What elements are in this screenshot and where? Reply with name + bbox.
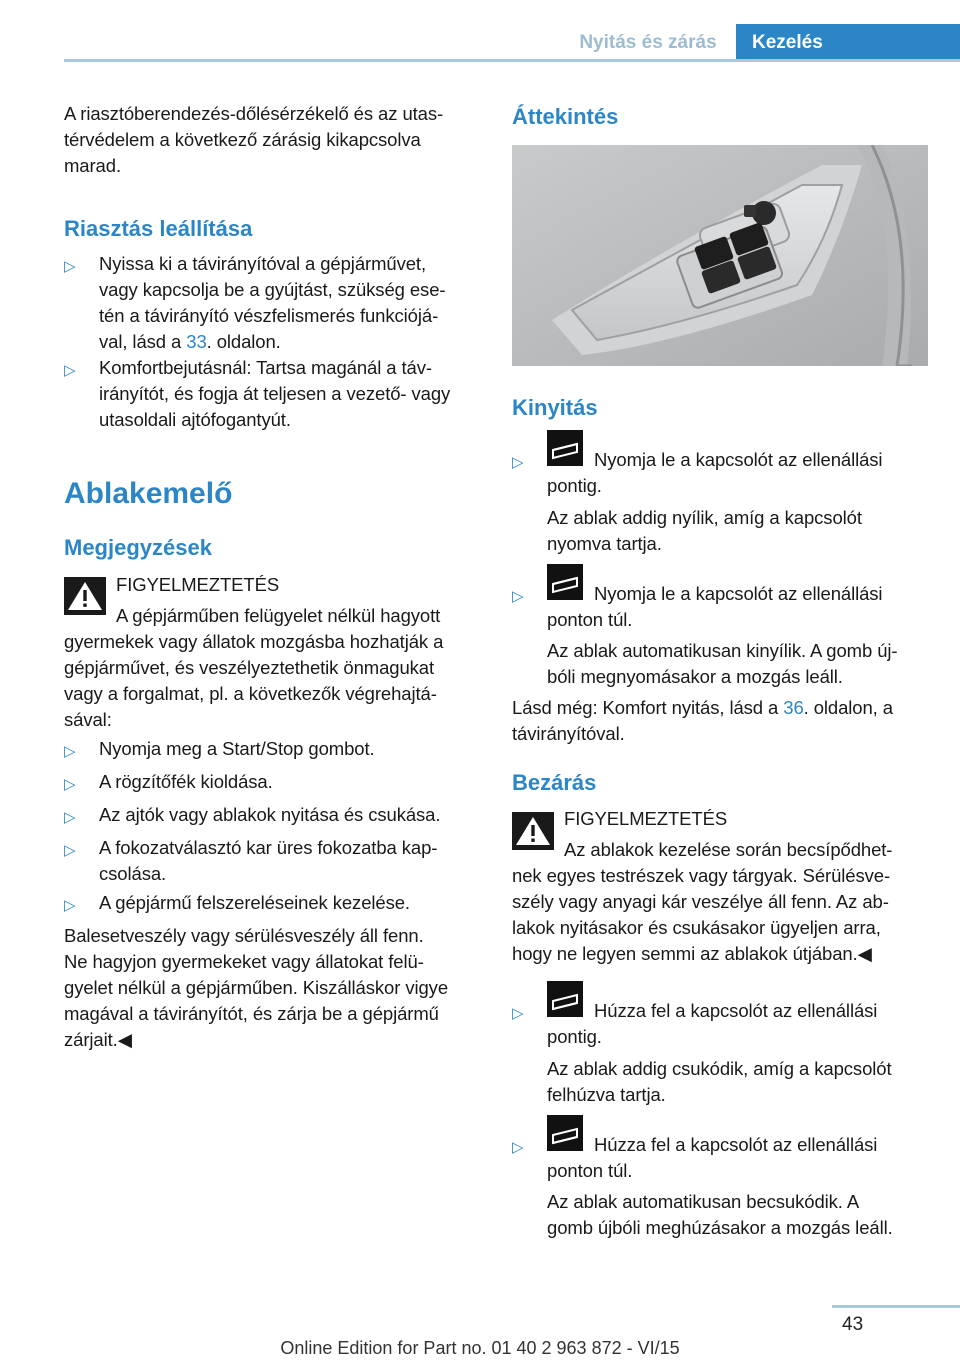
bullet-icon: ▷ xyxy=(64,842,76,859)
warning-text: nek egyes testrészek vagy tárgyak. Sérülésve‐ szély vagy anyagi kár veszélye áll fenn. Az ab‐ lakok nyitásakor és csukásakor ügyeljen arra, hogy ne legyen semmi az ablakok útjában.◀ xyxy=(512,865,891,964)
list-item-detail: Az ablak addig nyílik, amíg a kapcsolót nyomva tartja. xyxy=(547,507,862,554)
see-also-post: . oldalon, a távirányítóval. xyxy=(512,697,893,744)
bullet-icon: ▷ xyxy=(512,588,524,605)
list-item-detail: Az ablak automatikusan becsukódik. A gomb újbóli meghúzásakor a mozgás leáll. xyxy=(547,1191,893,1238)
heading-bezaras: Bezárás xyxy=(512,770,597,795)
window-switch-icon xyxy=(547,1115,583,1151)
warning-title: FIGYELMEZTETÉS xyxy=(564,808,728,829)
heading-megjegyzesek: Megjegyzések xyxy=(64,535,212,560)
heading-attekintes: Áttekintés xyxy=(512,104,619,129)
bullet-icon: ▷ xyxy=(512,1005,524,1022)
list-item-detail: Az ablak addig csukódik, amíg a kapcsolót felhúzva tartja. xyxy=(547,1058,892,1105)
warning-title: FIGYELMEZTETÉS xyxy=(116,574,280,595)
list-item xyxy=(99,251,489,355)
list-item: A gépjármű felszereléseinek kezelése. xyxy=(99,892,410,913)
footer-edition: Online Edition for Part no. 01 40 2 963 872 - VI/15 xyxy=(280,1338,680,1358)
footer-rule xyxy=(832,1305,960,1308)
header-tab-label: Kezelés xyxy=(752,32,823,53)
list-item: Nyomja le a kapcsolót az ellenállási xyxy=(594,449,883,470)
page-link[interactable]: 36 xyxy=(783,697,804,718)
list-item: A rögzítőfék kioldása. xyxy=(99,771,273,792)
list-item: A fokozatválasztó kar üres fokozatba kap‐ csolása. xyxy=(99,837,438,884)
heading-ablakemelo: Ablakemelő xyxy=(64,477,233,510)
window-switch-icon xyxy=(547,564,583,600)
bullet-icon: ▷ xyxy=(64,743,76,760)
bullet-icon: ▷ xyxy=(64,362,76,379)
intro-paragraph: A riasztóberendezés-dőlésérzékelő és az utas‐ térvédelem a következő zárásig kikapcsolva marad. xyxy=(64,103,444,176)
header-section-title: Nyitás és zárás xyxy=(579,32,717,53)
list-item: Az ajtók vagy ablakok nyitása és csukása. xyxy=(99,804,441,825)
window-switch-photo xyxy=(512,145,928,366)
window-switch-icon xyxy=(547,430,583,466)
list-item: Komfortbejutásnál: Tartsa magánál a táv‐ irányítót, és fogja át teljesen a vezető- vagy utasoldali ajtófogantyút. xyxy=(99,357,451,430)
bullet-icon: ▷ xyxy=(64,258,76,275)
warning-first-line: Az ablakok kezelése során becsípődhet‐ xyxy=(564,839,893,860)
list-item-cont: pontig. xyxy=(547,1026,602,1047)
bullet-icon: ▷ xyxy=(64,897,76,914)
list-item: Nyomja meg a Start/Stop gombot. xyxy=(99,738,375,759)
see-also-text xyxy=(512,695,942,747)
heading-kinyitas: Kinyitás xyxy=(512,395,598,420)
page-number: 43 xyxy=(842,1314,864,1335)
bullet-icon: ▷ xyxy=(512,1139,524,1156)
bullet-icon: ▷ xyxy=(64,809,76,826)
list-item: Húzza fel a kapcsolót az ellenállási xyxy=(594,1000,878,1021)
window-switch-icon xyxy=(547,981,583,1017)
warning-first-line: A gépjárműben felügyelet nélkül hagyott xyxy=(116,605,441,626)
list-item-text: Nyissa ki a távirányítóval a gépjárművet, vagy kapcsolja be a gyújtást, szükség ese‐ tén a távirányító vészfelismerés funkciójá‐ val, lásd a xyxy=(99,253,446,352)
list-item-cont: ponton túl. xyxy=(547,609,633,630)
page-link[interactable]: 33 xyxy=(186,331,207,352)
see-also-pre: Lásd még: Komfort nyitás, lásd a xyxy=(512,697,784,718)
warning-icon xyxy=(512,812,554,850)
bullet-icon: ▷ xyxy=(64,776,76,793)
list-item: Nyomja le a kapcsolót az ellenállási xyxy=(594,583,883,604)
list-item: Húzza fel a kapcsolót az ellenállási xyxy=(594,1134,878,1155)
list-item-text-end: . oldalon. xyxy=(206,331,281,352)
list-item-cont: ponton túl. xyxy=(547,1160,633,1181)
heading-riasztas: Riasztás leállítása xyxy=(64,216,253,241)
header-tab xyxy=(736,24,960,61)
list-item-detail: Az ablak automatikusan kinyílik. A gomb új‐ bóli megnyomásakor a mozgás leáll. xyxy=(547,640,898,687)
warning-icon xyxy=(64,577,106,615)
warning-text: gyermekek vagy állatok mozgásba hozhatják a gépjárművet, és veszélyeztethetik önmagukat vagy a forgalmat, pl. a következők végrehajtá‐ sával: xyxy=(64,631,444,730)
bullet-icon: ▷ xyxy=(512,454,524,471)
header-rule xyxy=(64,59,960,62)
list-item-cont: pontig. xyxy=(547,475,602,496)
warning-end-text: Balesetveszély vagy sérülésveszély áll fenn. Ne hagyjon gyermekeket vagy állatokat felü‐ gyelet nélkül a gépjárműben. Kiszálláskor vigye magával a távirányítót, és zárja be a gépjármű zárjait.◀ xyxy=(64,925,449,1050)
